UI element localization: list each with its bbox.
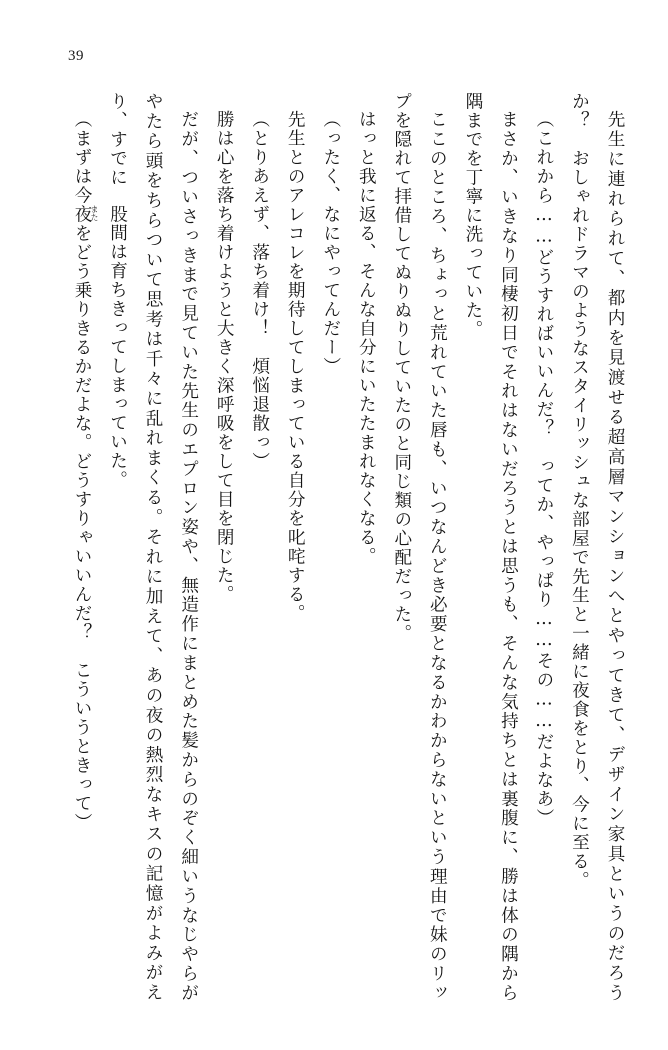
ruby-text: また [90, 204, 100, 221]
body-text [44, 92, 632, 1002]
paragraph: ここのところ、ちょっと荒れていた唇も、いつなんどき必要となるかわからないという理由で妹のリップを隠れて拝借してぬりぬりしていたのと同じ類の心配だった。 [391, 92, 448, 1002]
paragraph: （まずは今夜をどう乗りきるかだよな。どうすりゃいいんだ？ こういうときって） [72, 109, 93, 832]
paragraph: （ったく、なにやってんだー） [320, 109, 341, 376]
page-number: 39 [68, 48, 84, 64]
paragraph: 先生に連れられて、都内を見渡せる超高層マンションへとやってきて、デザイン家具というのだろうか？ おしゃれドラマのようなスタイリッシュな部屋で先生と一緒に夜食をとり、今に至る。 [569, 92, 625, 1002]
paragraph: （とりあえず、落ち着け！ 煩悩退散っ） [249, 109, 270, 471]
paragraph: はっと我に返る、そんな自分にいたたまれなくなる。 [356, 109, 377, 566]
paragraph: だが、ついさっきまで見ていた先生のエプロン姿や、無造作にまとめた髪からのぞく細いうなじやらがやたら頭をちらついて思考は千々に乱れまくる。それに加えて、あの夜の熱烈なキスの記憶がよみがえり、すでに股 また 間は育ちきってしまっていた。 [90, 92, 199, 1002]
paragraph: 先生とのアレコレを期待してしまっている自分を叱咤する。 [285, 109, 306, 623]
paragraph: （これから……どうすればいいんだ？ ってか、やっぱり……その……だよなあ） [533, 109, 554, 827]
paragraph: 勝は心を落ち着けようと大きく深呼吸をして目を閉じた。 [214, 109, 235, 604]
ruby-base: 股 また [99, 187, 135, 224]
paragraph: まさか、いきなり同棲初日でそれはないだろうとは思うも、そんな気持ちとは裏腹に、勝は体の隅から隅までを丁寧に洗っていた。 [462, 92, 519, 1002]
